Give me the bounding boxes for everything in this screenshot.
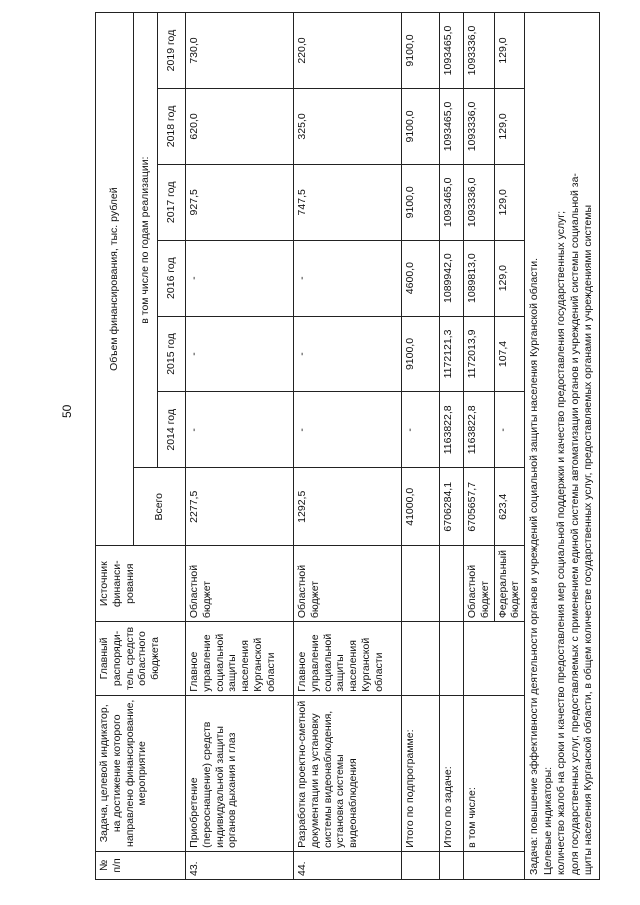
row-value: 9100,0: [402, 164, 440, 240]
header-year: 2016 год: [158, 240, 186, 316]
row-value: 1089942,0: [440, 240, 464, 316]
row-value: 1093336,0: [464, 164, 495, 240]
table-row: [294, 13, 402, 880]
funding-table: [95, 12, 600, 880]
header-year: 2017 год: [158, 164, 186, 240]
task-line: щиты населения Курганской области, в общем количестве государственных услуг, предоставляемых органами и учреждениями системы: [582, 205, 595, 875]
row-value: -: [294, 316, 402, 392]
row-value: 1292,5: [294, 468, 402, 546]
row-value: 9100,0: [402, 316, 440, 392]
row-value: -: [186, 316, 294, 392]
row-task: Приобретение (переоснащение) средств индивидуальной защиты органов дыхания и глаз: [186, 695, 294, 851]
row-source: Областной бюджет: [186, 546, 294, 622]
row-value: 620,0: [186, 89, 294, 165]
row-value: -: [294, 240, 402, 316]
row-value: 9100,0: [402, 13, 440, 89]
row-value: 41000,0: [402, 468, 440, 546]
row-value: -: [294, 392, 402, 468]
header-task: Задача, целевой индикатор, на достижение которого направлено финансирование, мероприятие: [96, 695, 186, 851]
task-line: Задача: повышение эффективности деятельности органов и учреждений социальной защиты населения Курганской области.: [528, 257, 541, 875]
task-total-row: [440, 13, 464, 880]
row-value: 1093465,0: [440, 164, 464, 240]
header-year: 2018 год: [158, 89, 186, 165]
rotated-table-container: [95, 12, 595, 880]
row-source: Областной бюджет: [294, 546, 402, 622]
row-value: 6705657,7: [464, 468, 495, 546]
row-value: 129,0: [494, 240, 525, 316]
header-num: № п/п: [96, 851, 186, 879]
subprogram-total-row: [402, 13, 440, 880]
including-regional-row: [464, 13, 495, 880]
row-value: 129,0: [494, 13, 525, 89]
header-funding: Объем финансирования, тыс. рублей: [96, 13, 134, 546]
row-value: -: [402, 392, 440, 468]
row-value: 1093336,0: [464, 13, 495, 89]
row-value: 2277,5: [186, 468, 294, 546]
row-value: 927,5: [186, 164, 294, 240]
page-number: 50: [60, 404, 74, 418]
header-total: Всего: [134, 468, 186, 546]
row-value: 730,0: [186, 13, 294, 89]
row-value: -: [186, 392, 294, 468]
task-total-label: Итого по задаче:: [440, 695, 464, 851]
row-value: 325,0: [294, 89, 402, 165]
row-num: 43.: [186, 851, 294, 879]
header-year: 2014 год: [158, 392, 186, 468]
row-manager: Главное управление социальной защиты населения Курганской области: [186, 622, 294, 696]
task-line: Целевые индикаторы:: [541, 766, 554, 875]
federal-source: Федеральный бюджет: [494, 546, 525, 622]
header-year: 2019 год: [158, 13, 186, 89]
row-value: 1163822,8: [464, 392, 495, 468]
table-row: [186, 13, 294, 880]
row-value: 129,0: [494, 164, 525, 240]
regional-source: Областной бюджет: [464, 546, 495, 622]
header-by-years: в том числе по годам реализации:: [134, 13, 158, 468]
row-value: 1172013,9: [464, 316, 495, 392]
row-value: 1093465,0: [440, 13, 464, 89]
row-value: 1093465,0: [440, 89, 464, 165]
row-value: 9100,0: [402, 89, 440, 165]
task-description: [525, 13, 600, 880]
row-value: 1089813,0: [464, 240, 495, 316]
row-value: -: [494, 392, 525, 468]
row-value: -: [186, 240, 294, 316]
row-value: 129,0: [494, 89, 525, 165]
row-value: 1172121,3: [440, 316, 464, 392]
including-label: в том числе:: [464, 695, 525, 851]
task-line: доля государственных услуг, предоставляемых с применением единой системы автоматизации органов и учреждений системы социальной за-: [568, 173, 581, 875]
row-value: 6706284,1: [440, 468, 464, 546]
row-value: 623,4: [494, 468, 525, 546]
task-description-row: [525, 13, 600, 880]
row-value: 1093336,0: [464, 89, 495, 165]
row-value: 1163822,8: [440, 392, 464, 468]
row-value: 107,4: [494, 316, 525, 392]
row-value: 747,5: [294, 164, 402, 240]
row-value: 220,0: [294, 13, 402, 89]
header-source: Источник финанси-рования: [96, 546, 186, 622]
row-value: 4600,0: [402, 240, 440, 316]
row-manager: Главное управление социальной защиты населения Курганской области: [294, 622, 402, 696]
header-year: 2015 год: [158, 316, 186, 392]
subprogram-total-label: Итого по подпрограмме:: [402, 695, 440, 851]
task-line: количество жалоб на сроки и качество предоставления мер социальной поддержки и качество предоставления государственных услуг;: [555, 210, 568, 875]
row-task: Разработка проектно-сметной документации на установку системы видеонаблюдения, установка системы видеонаблюдения: [294, 695, 402, 851]
header-manager: Главный распоряди-тель средств областного бюджета: [96, 622, 186, 696]
row-num: 44.: [294, 851, 402, 879]
